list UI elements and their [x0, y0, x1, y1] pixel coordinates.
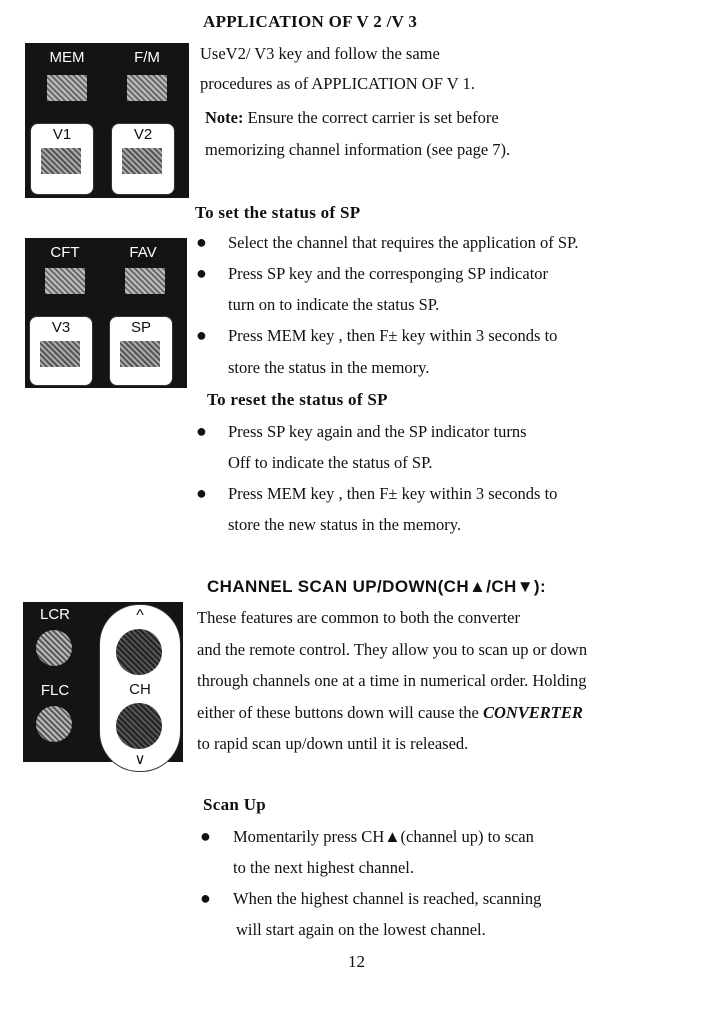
bullet-icon: ●: [196, 263, 207, 283]
key-label-flc: FLC: [40, 682, 70, 699]
body-line: [197, 703, 583, 723]
section-title-reset-sp: To reset the status of SP: [207, 390, 388, 409]
body-line: UseV2/ V3 key and follow the same: [200, 44, 440, 63]
converter-emphasis: CONVERTER: [482, 703, 583, 722]
list-item: Press SP key again and the SP indicator turns: [228, 422, 527, 441]
bullet-icon: ●: [200, 888, 211, 908]
page-number: 12: [348, 952, 365, 971]
body-text: either of these buttons down will cause the: [197, 703, 483, 722]
note-text: Ensure the correct carrier is set before: [243, 108, 499, 127]
list-item: Press SP key and the corresponging SP indicator: [228, 264, 549, 283]
ch-down-key[interactable]: [116, 703, 162, 749]
v2-key[interactable]: [111, 123, 175, 195]
v1-key-label: V1: [52, 126, 72, 143]
sp-key[interactable]: [109, 316, 173, 386]
list-item-continued: turn on to indicate the status SP.: [228, 295, 440, 314]
key-panel-channel: [23, 602, 183, 768]
v3-key-label: V3: [51, 319, 71, 336]
bullet-icon: ●: [196, 232, 207, 252]
section-title-set-sp: To set the status of SP: [195, 203, 361, 222]
list-item-continued: will start again on the lowest channel.: [236, 920, 486, 939]
cft-key[interactable]: [45, 268, 85, 294]
body-line: procedures as of APPLICATION OF V 1.: [200, 74, 475, 93]
v1-key-pad: [41, 148, 81, 174]
note-line-2: memorizing channel information (see page 7).: [205, 140, 511, 159]
list-item-continued: to the next highest channel.: [233, 858, 414, 877]
sp-key-pad: [120, 341, 160, 367]
section-title-application-v2-v3: APPLICATION OF V 2 /V 3: [203, 12, 418, 31]
fm-key[interactable]: [127, 75, 167, 101]
list-item: Press MEM key , then F± key within 3 seconds to: [228, 484, 558, 503]
bullet-icon: ●: [200, 826, 211, 846]
v2-key-pad: [122, 148, 162, 174]
key-label-mem: MEM: [49, 49, 85, 66]
key-label-lcr: LCR: [39, 606, 70, 623]
list-item-continued: store the status in the memory.: [228, 358, 430, 377]
body-line: to rapid scan up/down until it is released.: [197, 734, 469, 753]
bullet-icon: ●: [196, 421, 207, 441]
section-title-channel-scan: CHANNEL SCAN UP/DOWN(CH▲/CH▼):: [207, 577, 547, 596]
list-item: Press MEM key , then F± key within 3 seconds to: [228, 326, 558, 345]
note-label: Note:: [205, 108, 244, 127]
sp-key-label: SP: [130, 319, 151, 336]
key-panel-cft-sp: [25, 238, 187, 388]
section-title-scan-up: Scan Up: [203, 795, 267, 814]
fav-key[interactable]: [125, 268, 165, 294]
key-label-fm: F/M: [134, 49, 160, 66]
v3-key-pad: [40, 341, 80, 367]
list-item: Momentarily press CH▲(channel up) to scan: [233, 827, 534, 846]
body-line: and the remote control. They allow you to scan up or down: [197, 640, 588, 659]
mem-key[interactable]: [47, 75, 87, 101]
v3-key[interactable]: [29, 316, 93, 386]
body-line: through channels one at a time in numerical order. Holding: [197, 671, 587, 690]
key-label-cft: CFT: [50, 244, 80, 261]
lcr-key[interactable]: [36, 630, 72, 666]
bullet-icon: ●: [196, 483, 207, 503]
key-label-fav: FAV: [129, 244, 157, 261]
ch-rocker: [99, 604, 181, 772]
ch-up-key[interactable]: [116, 629, 162, 675]
list-item-continued: Off to indicate the status of SP.: [228, 453, 433, 472]
flc-key[interactable]: [36, 706, 72, 742]
list-item: When the highest channel is reached, scanning: [233, 889, 542, 908]
note-line: [205, 108, 499, 128]
v2-key-label: V2: [133, 126, 153, 143]
list-item-continued: store the new status in the memory.: [228, 515, 462, 534]
ch-label: CH: [129, 681, 151, 698]
ch-down-symbol: ∨: [134, 751, 146, 768]
body-line: These features are common to both the converter: [197, 608, 520, 627]
key-panel-mem-v1: [25, 43, 189, 198]
list-item: Select the channel that requires the application of SP.: [228, 233, 579, 252]
v1-key[interactable]: [30, 123, 94, 195]
bullet-icon: ●: [196, 325, 207, 345]
ch-up-symbol: ^: [136, 607, 144, 624]
